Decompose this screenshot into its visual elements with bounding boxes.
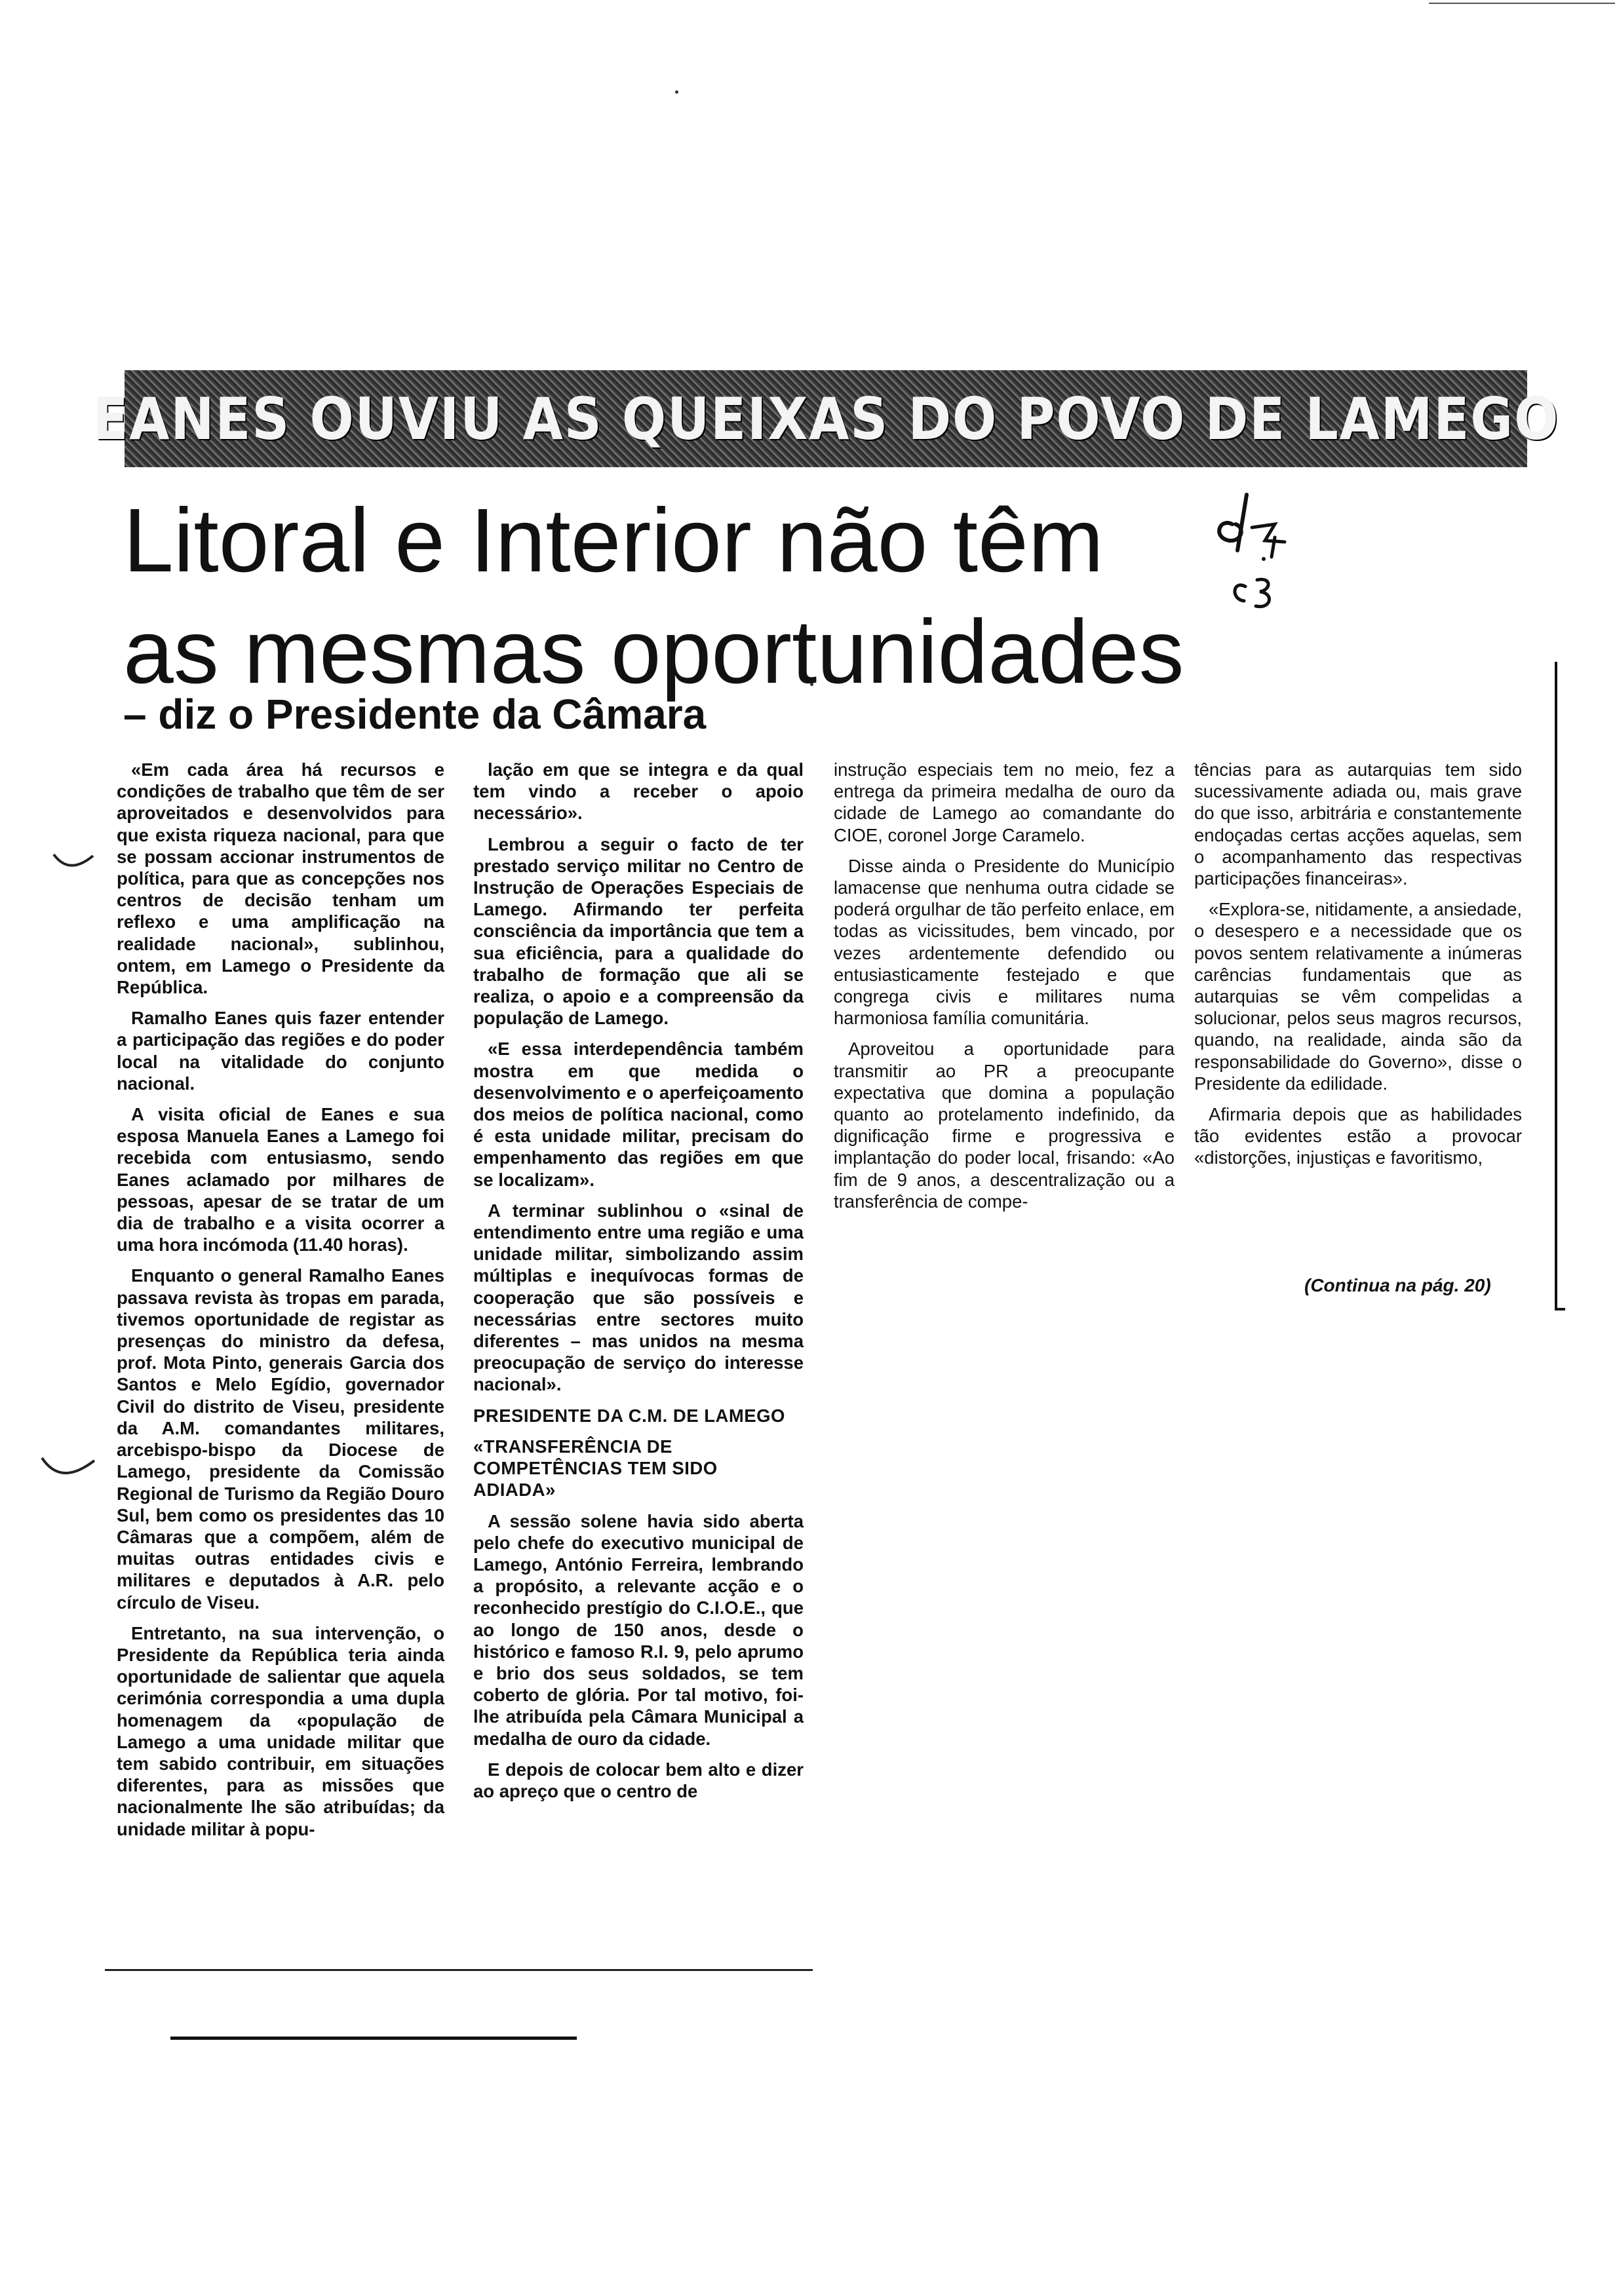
margin-tick-mark (51, 849, 97, 875)
article-column-3 (834, 759, 1175, 1221)
paragraph: E depois de colocar bem alto e dizer ao apreço que o centro de (473, 1759, 804, 1801)
kicker-banner (92, 370, 1559, 467)
article-column-1 (117, 759, 444, 1849)
article-column-2 (473, 759, 804, 1811)
paragraph: tências para as autarquias tem sido sucessivamente adiada ou, mais grave do que isso, arbitrária e constantemente endoçadas certas acções aquelas, sem o acompanhamento das respectivas participações financeiras». (1194, 759, 1522, 889)
headline-line-1: Litoral e Interior não têm (123, 490, 1104, 591)
bottom-rule (105, 1969, 813, 1971)
paragraph: Lembrou a seguir o facto de ter prestado serviço militar no Centro de Instrução de Operações Especiais de Lamego. Afirmando ter perfeita consciência da importância que tem a sua eficiência, para a qualidade do trabalho de formação que ali se realiza, o apoio e a compreensão da população de Lamego. (473, 833, 804, 1029)
article-column-4 (1194, 759, 1522, 1178)
headline (123, 485, 1237, 708)
right-margin-rule (1555, 662, 1557, 1311)
paragraph: «Em cada área há recursos e condições de trabalho que têm de ser aproveitados e desenvolvidos para que exista riqueza nacional, para que se possam accionar instrumentos de política, para que as concepções nos centros de decisão tenham um reflexo e uma amplificação na realidade nacional», sublinhou, ontem, em Lamego o Presidente da República. (117, 759, 444, 998)
paragraph: Entretanto, na sua intervenção, o Presidente da República teria ainda oportunidade de salientar que aquela cerimónia correspondia a uma dupla homenagem da «população de Lamego a uma unidade militar que tem sabido contribuir, em situações diferentes, para as missões que nacionalmente lhe são atribuídas; da unidade militar à popu- (117, 1622, 444, 1839)
scan-edge-line (1429, 3, 1615, 4)
paragraph: Aproveitou a oportunidade para transmitir ao PR a preocupante expectativa que domina a população quanto ao protelamento indefinido, da dignificação firme e progressiva e implantação do poder local, frisando: «Ao fim de 9 anos, a descentralização ou a transferência de compe- (834, 1039, 1175, 1212)
paragraph: «E essa interdependência também mostra em que medida o desenvolvimento e o aperfeiçoamento dos meios de política nacional, como é esta unidade militar, precisam do empenhamento das regiões em que se localizam». (473, 1039, 804, 1190)
paragraph: Disse ainda o Presidente do Município lamacense que nenhuma outra cidade se poderá orgulhar de tão perfeito enlace, em todas as vicissitudes, bem vincado, por vezes ardentemente defendido ou entusiasticamente festejado e que congrega civis e militares numa harmoniosa família comunitária. (834, 855, 1175, 1029)
section-heading: PRESIDENTE DA C.M. DE LAMEGO (473, 1405, 785, 1426)
bottom-rule (170, 2037, 577, 2040)
paragraph: A visita oficial de Eanes e sua esposa Manuela Eanes a Lamego foi recebida com entusiasmo, sendo Eanes aclamado por milhares de pessoas, apesar de se tratar de um dia de trabalho e a visita ocorrer a uma hora incómoda (11.40 horas). (117, 1104, 444, 1255)
section-heading: «TRANSFERÊNCIA DE COMPETÊNCIAS TEM SIDO ADIADA» (473, 1436, 718, 1501)
paragraph: lação em que se integra e da qual tem vindo a receber o apoio necessário». (473, 759, 804, 824)
continuation-note: (Continua na pág. 20) (1304, 1275, 1491, 1295)
handwritten-note (1206, 488, 1311, 626)
right-margin-rule-foot (1555, 1308, 1565, 1311)
paragraph: «Explora-se, nitidamente, a ansiedade, o desespero e a necessidade que os povos sentem relativamente a inúmeras carências fundamentais que as autarquias se vêm compelidas a solucionar, pelos seus magros recursos, quando, na realidade, ainda são da responsabilidade do Governo», disse o Presidente da edilidade. (1194, 899, 1522, 1094)
subhead: – diz o Presidente da Câmara (123, 691, 707, 738)
paragraph: instrução especiais tem no meio, fez a entrega da primeira medalha de ouro da cidade de Lamego ao comandante do CIOE, coronel Jorge Caramelo. (834, 759, 1175, 845)
paragraph: Afirmaria depois que as habilidades tão evidentes estão a provocar «distorções, injustiças e favoritismo, (1194, 1104, 1522, 1168)
kicker-text: EANES OUVIU AS QUEIXAS DO POVO DE LAMEGO (92, 385, 1559, 453)
paragraph: Enquanto o general Ramalho Eanes passava revista às tropas em parada, tivemos oportunidade de registar as presenças do ministro da defesa, prof. Mota Pinto, generais Garcia dos Santos e Melo Egídio, governador Civil do distrito de Viseu, presidente da A.M. comandantes militares, arcebispo-bispo da Diocese de Lamego, presidente da Comissão Regional de Turismo da Região Douro Sul, bem como os presidentes das 10 Câmaras que a compõem, além de muitas outras entidades civis e militares e deputados à A.R. pelo círculo de Viseu. (117, 1265, 444, 1613)
paragraph: A terminar sublinhou o «sinal de entendimento entre uma região e uma unidade militar, simbolizando assim múltiplas e inequívocas formas de cooperação que são possíveis e necessárias entre sectores muito diferentes – mas unidos na mesma preocupação de serviço do interesse nacional». (473, 1200, 804, 1395)
margin-tick-mark (39, 1451, 98, 1484)
headline-line-2: as mesmas oportunidades (123, 602, 1184, 702)
paragraph: A sessão solene havia sido aberta pelo chefe do executivo municipal de Lamego, António Ferreira, lembrando a propósito, a relevante acção e o reconhecido prestígio do C.I.O.E., que ao longo de 150 anos, desde o histórico e famoso R.I. 9, pelo aprumo e brio dos seus soldados, se tem coberto de glória. Por tal motivo, foi-lhe atribuída pela Câmara Municipal a medalha de ouro da cidade. (473, 1510, 804, 1749)
paragraph: Ramalho Eanes quis fazer entender a participação das regiões e do poder local na vitalidade do conjunto nacional. (117, 1008, 444, 1094)
scan-speck (675, 90, 678, 94)
